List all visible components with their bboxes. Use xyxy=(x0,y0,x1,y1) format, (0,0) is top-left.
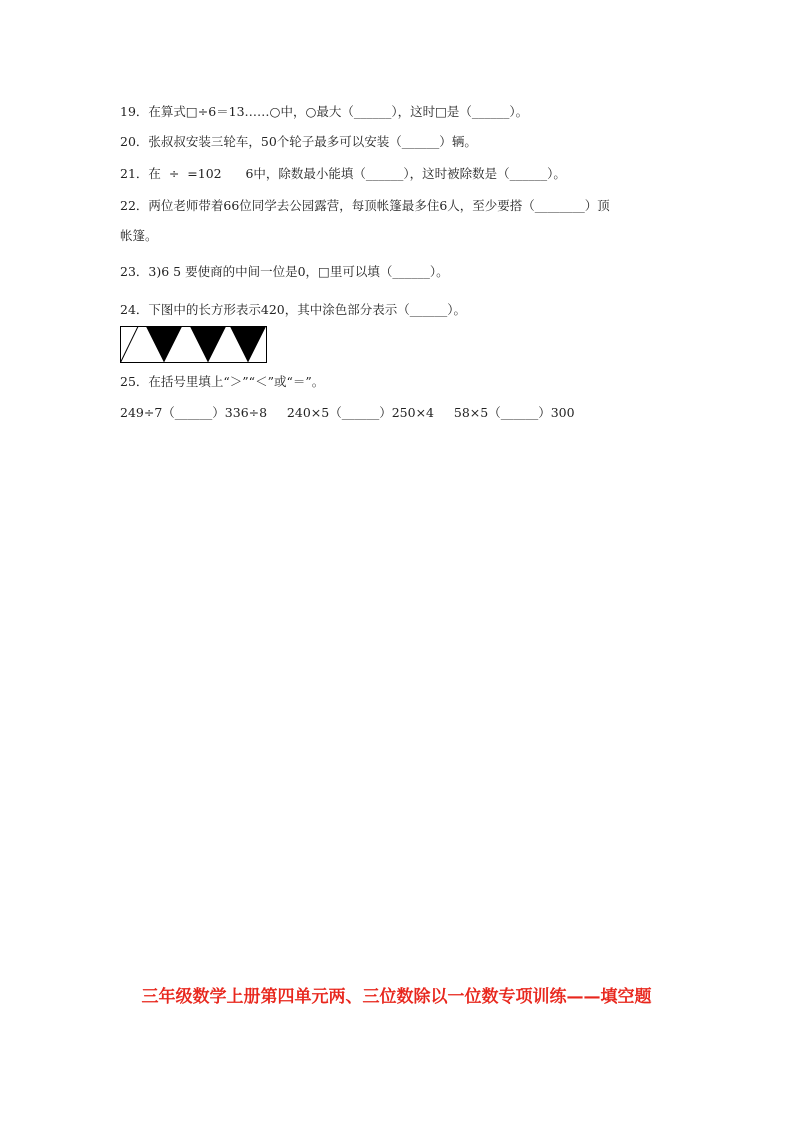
question-24: 24．下图中的长方形表示420，其中涂色部分表示（______）。 xyxy=(120,302,467,317)
question-22-line-2: 帐篷。 xyxy=(120,228,158,243)
question-20: 20．张叔叔安装三轮车，50个轮子最多可以安装（______）辆。 xyxy=(120,134,477,149)
footer-title: 三年级数学上册第四单元两、三位数除以一位数专项训练——填空题 xyxy=(141,987,652,1007)
question-25-comparisons: 249÷7（______）336÷8 240×5（______）250×4 58×5（______）300 xyxy=(120,405,575,420)
question-21: 21．在 ÷ =102 6中，除数最小能填（______），这时被除数是（______）。 xyxy=(120,166,566,181)
question-19: 19．在算式□÷6＝13……○中，○最大（______），这时□是（______）。 xyxy=(120,104,529,119)
question-25: 25．在括号里填上“＞”“＜”或“＝”。 xyxy=(120,374,325,389)
question-22-line-1: 22．两位老师带着66位同学去公园露营，每顶帐篷最多住6人，至少要搭（________）顶 xyxy=(120,198,610,213)
question-23: 23．3)6 5 要使商的中间一位是0，□里可以填（______）。 xyxy=(120,264,449,279)
shaded-rectangle-figure xyxy=(120,326,270,366)
